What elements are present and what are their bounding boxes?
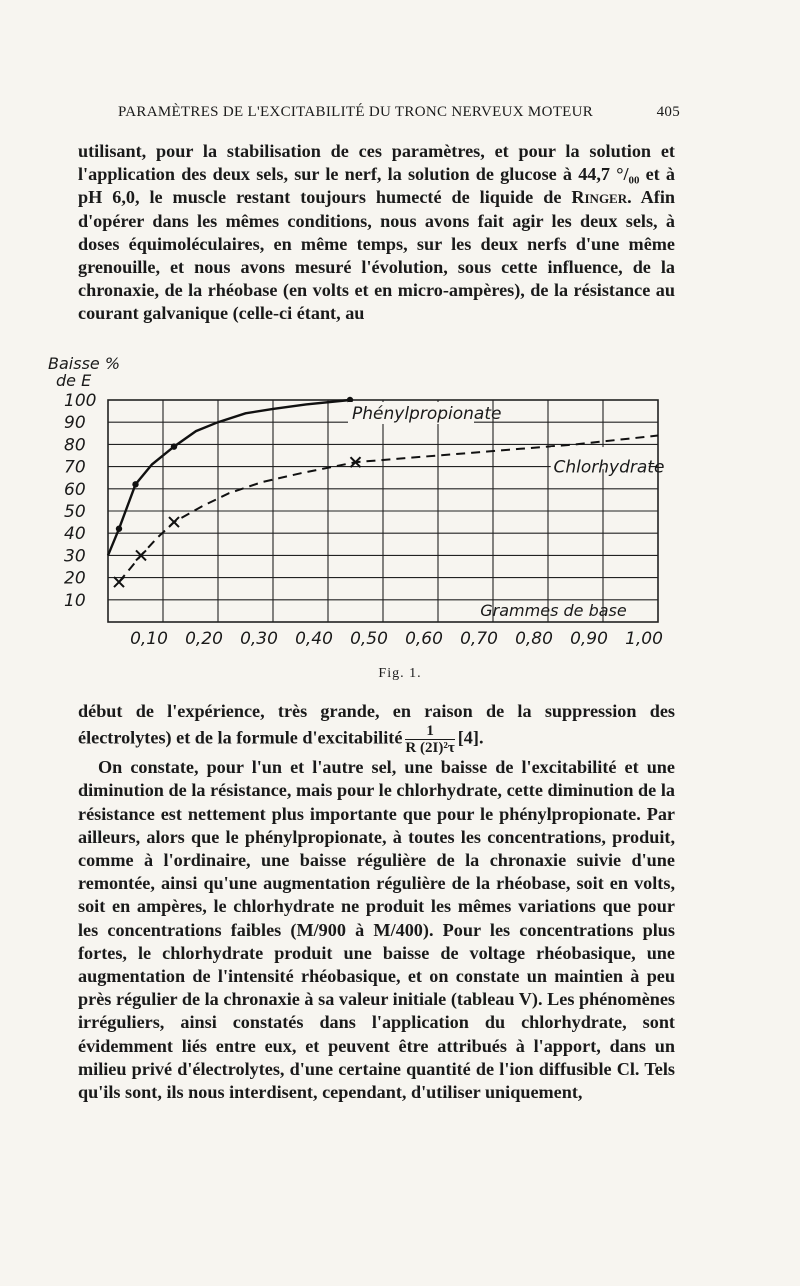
excitability-formula	[405, 723, 454, 756]
series-line-phenylpropionate	[108, 400, 350, 555]
x-tick-label: 0,50	[350, 629, 388, 649]
paragraph-2-text-a: début de l'expérience, très grande, en raison de la suppression des électrolytes) et de la formule d'excitabilité	[78, 701, 675, 748]
paragraph-3: On constate, pour l'un et l'autre sel, une baisse de l'excitabilité et une diminution de la résistance, mais pour le chlorhydrate, cette diminution de la résistance est nettement plus importante que pour le phénylpropionate. Par ailleurs, alors que le phénylpropionate, à toutes les concentrations, produit, comme à l'ordinaire, une baisse régulière de la chronaxie suivie d'une remontée, ainsi qu'une augmentation régulière de la rhéobase, soit en volts, soit en ampères, le chlorhydrate ne produit les mêmes variations que pour les concentrations faibles (M/900 à M/400). Pour les concentrations plus fortes, le chlorhydrate produit une baisse de voltage rhéobasique, une augmentation de l'intensité rhéobasique, et on constate un maintien à peu près régulier de la chronaxie à sa valeur initiale (tableau V). Les phénomènes irréguliers, ainsi constatés dans l'application du chlorhydrate, sont évidemment liés entre eux, et peuvent être attribués à l'apport, dans un milieu privé d'électrolytes, d'une certaine quantité de l'ion diffusible Cl. Tels qu'ils sont, ils nous interdisent, cependant, d'utiliser uniquement,	[78, 757, 675, 1103]
page-number: 405	[656, 104, 680, 120]
paragraph-1-text-b: . Afin d'opérer dans les mêmes conditions, nous avons fait agir les deux sels, à doses équimoléculaires, en même temps, sur les deux nerfs d'une même grenouille, et nous avons mesuré l'évolution, sous cette influence, de la chronaxie, de la rhéobase (en volts et en micro-ampères), de la résistance au courant galvanique (celle-ci étant, au	[78, 187, 675, 324]
x-tick-label: 0,20	[185, 629, 223, 649]
y-tick-label: 80	[64, 435, 86, 456]
data-point-phenylpropionate	[116, 526, 122, 532]
x-tick-label: 0,10	[130, 629, 168, 649]
series-label-phenylpropionate: Phénylpropionate	[352, 404, 502, 424]
y-tick-label: 40	[64, 524, 86, 545]
figure-chart	[40, 352, 680, 662]
x-tick-label: 0,70	[460, 629, 498, 649]
series-label-chlorhydrate: Chlorhydrate	[553, 457, 665, 478]
running-title: PARAMÈTRES DE L'EXCITABILITÉ DU TRONC NERVEUX MOTEUR	[118, 104, 594, 120]
y-tick-label: 70	[64, 457, 86, 478]
y-tick-label: 20	[64, 568, 86, 589]
paragraph-2-text-b: [4].	[457, 727, 484, 748]
data-point-chlorhydrate	[169, 517, 179, 527]
x-axis-label: Grammes de base	[480, 601, 627, 620]
data-point-phenylpropionate	[132, 481, 138, 487]
formula-denominator: R (2I)²τ	[405, 740, 455, 757]
y-tick-label: 60	[64, 479, 86, 500]
y-tick-label: 10	[64, 590, 86, 611]
x-tick-label: 0,60	[405, 629, 443, 649]
x-tick-label: 0,80	[515, 629, 553, 649]
x-tick-label: 0,30	[240, 629, 278, 649]
paragraph-1	[78, 140, 675, 326]
y-axis-label: Baisse %	[48, 354, 121, 373]
paragraph-1-text-a: utilisant, pour la stabilisation de ces paramètres, et pour la solution et l'application des deux sels, sur le nerf, la solution de glucose à 44,7 °/₀₀ et à pH 6,0, le muscle restant toujours humecté de liquide de	[78, 141, 675, 208]
x-tick-label: 0,90	[570, 629, 608, 649]
data-point-chlorhydrate	[114, 577, 124, 587]
y-axis-label-line2: de E	[56, 371, 92, 390]
formula-numerator: 1	[405, 723, 454, 740]
ringer-name: Ringer	[571, 187, 628, 208]
y-tick-label: 100	[64, 391, 97, 411]
y-tick-label: 50	[64, 502, 86, 522]
data-point-phenylpropionate	[171, 443, 177, 449]
figure-caption: Fig. 1.	[378, 666, 422, 681]
y-tick-label: 90	[64, 413, 86, 434]
paragraph-2	[78, 700, 675, 1104]
x-tick-label: 0,40	[295, 629, 333, 649]
y-tick-label: 30	[64, 546, 86, 567]
x-tick-label: 1,00	[625, 629, 663, 649]
